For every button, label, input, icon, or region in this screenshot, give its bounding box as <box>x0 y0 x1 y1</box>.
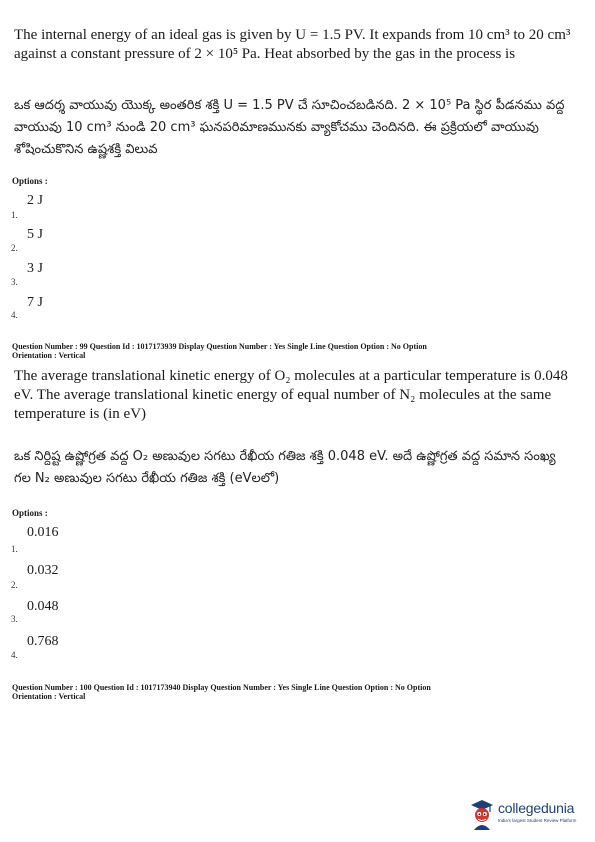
question-99-meta-line-1: Question Number : 99 Question Id : 1017173939 Display Question Number : Yes Single Line Question Option : No Option <box>12 342 427 351</box>
question-99-option-1-value: 0.016 <box>27 525 59 540</box>
logo-tagline: India's largest Student Review Platform <box>498 818 577 823</box>
logo-name: collegedunia <box>498 800 575 816</box>
question-98-option-1-value: 2 J <box>27 193 43 208</box>
question-99-option-2-value: 0.032 <box>27 563 59 578</box>
question-99-options-label: Options : <box>12 508 48 518</box>
question-98-option-4-value: 7 J <box>27 295 43 310</box>
question-99-option-4-number: 4. <box>11 650 18 660</box>
question-99-meta <box>12 342 587 360</box>
question-100-meta <box>12 683 587 701</box>
question-98-option-3-number: 3. <box>11 277 18 287</box>
question-98-text-english: The internal energy of an ideal gas is given by U = 1.5 PV. It expands from 10 cm³ to 20 cm³ against a constant pressure of 2 × 10⁵ Pa. Heat absorbed by the gas in the process is <box>14 27 571 62</box>
question-99-meta-line-2: Orientation : Vertical <box>12 351 86 360</box>
question-98-text-telugu: ఒక ఆదర్శ వాయువు యొక్క అంతరిక శక్తి U = 1.5 PV చే సూచించబడినది. 2 × 10⁵ Pa స్థిర పీడనము వద్ద వాయువు 10 cm³ నుండి 20 cm³ ఘనపరిమాణమునకు వ్యాకోచము చెందినది. ఈ ప్రక్రియలో వాయువు శోషించుకొనిన ఉష్ణశక్తి విలువ <box>14 98 565 157</box>
question-99-option-3-value: 0.048 <box>27 599 59 614</box>
question-100-meta-line-1: Question Number : 100 Question Id : 1017173940 Display Question Number : Yes Single Line Question Option : No Option <box>12 683 431 692</box>
question-98-options-label: Options : <box>12 176 48 186</box>
collegedunia-logo <box>467 796 587 832</box>
question-98-option-3-value: 3 J <box>27 261 43 276</box>
question-99-text-english: The average translational kinetic energy of O₂ molecules at a particular temperature is 0.048 eV. The average translational kinetic energy of equal number of N₂ molecules at the same temperature is (in eV) <box>14 368 568 422</box>
question-99-text-telugu: ఒక నిర్దిష్ట ఉష్ణోగ్రత వద్ద O₂ అణువుల సగటు రేఖీయ గతిజ శక్తి 0.048 eV. అదే ఉష్ణోగ్రత వద్ద సమాన సంఖ్య గల N₂ అణువుల సగటు రేఖీయ గతిజ శక్తి (eVలలో) <box>14 449 556 486</box>
question-99-option-2-number: 2. <box>11 580 18 590</box>
question-98-option-1-number: 1. <box>11 210 18 220</box>
question-99-option-3-number: 3. <box>11 614 18 624</box>
question-99-option-1-number: 1. <box>11 544 18 554</box>
question-98-option-4-number: 4. <box>11 310 18 320</box>
question-100-meta-line-2: Orientation : Vertical <box>12 692 86 701</box>
graduate-mascot-icon <box>467 796 497 830</box>
question-99-option-4-value: 0.768 <box>27 634 59 649</box>
question-98-option-2-value: 5 J <box>27 227 43 242</box>
question-98-option-2-number: 2. <box>11 243 18 253</box>
